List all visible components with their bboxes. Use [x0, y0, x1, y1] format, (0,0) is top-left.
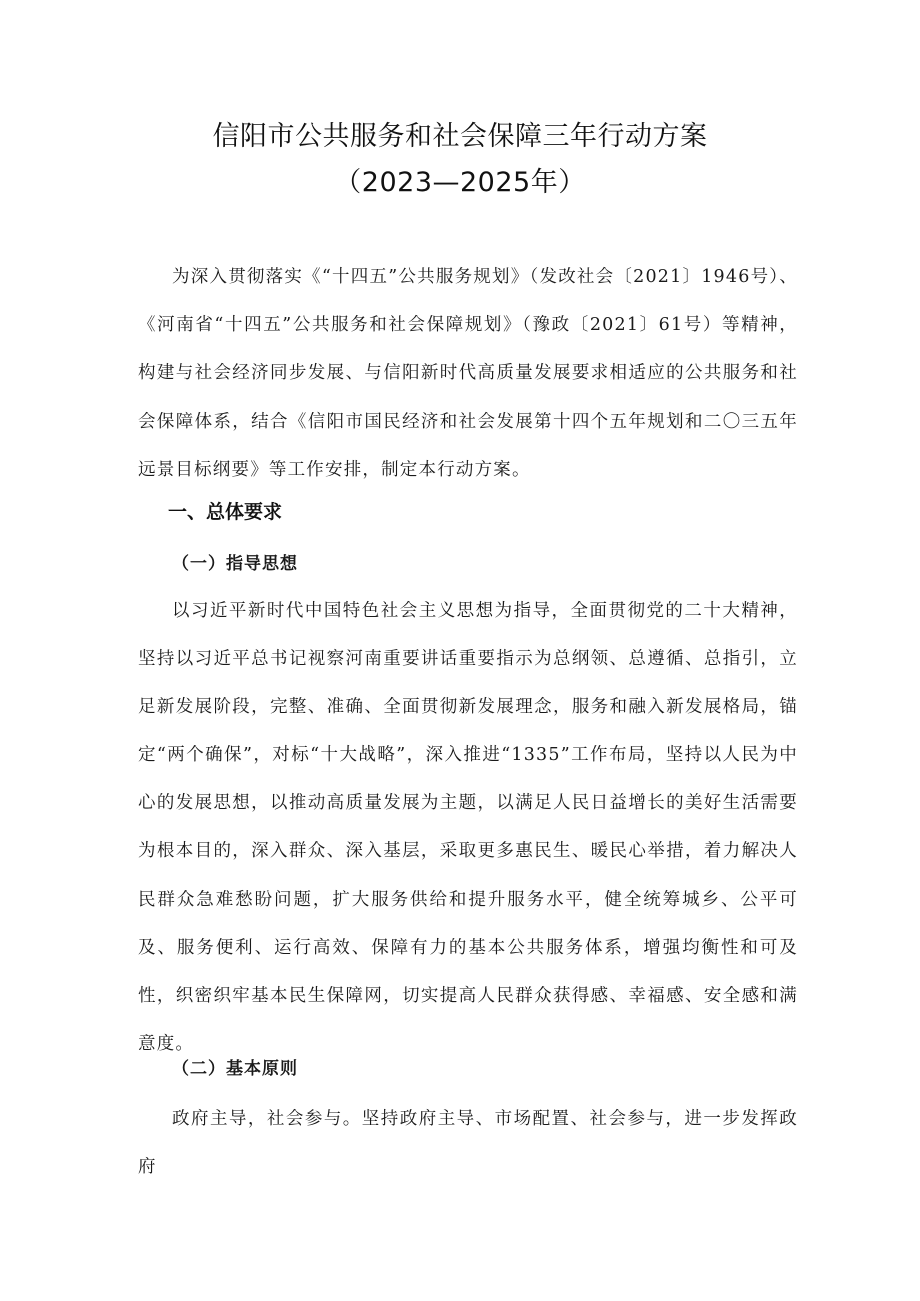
subsection-heading-guiding-ideology: （一）指导思想: [172, 554, 298, 574]
basic-principles-paragraph: 政府主导，社会参与。坚持政府主导、市场配置、社会参与，进一步发挥政府: [138, 1109, 798, 1178]
subsection-heading-basic-principles: （二）基本原则: [172, 1059, 298, 1079]
document-title: 信阳市公共服务和社会保障三年行动方案: [212, 121, 708, 152]
section-heading-general-requirements: 一、总体要求: [168, 501, 283, 523]
intro-paragraph: 为深入贯彻落实《“十四五”公共服务规划》（发改社会〔2021〕1946号）、《河南省“十四五”公共服务和社会保障规划》（豫政〔2021〕61号）等精神，构建与社会经济同步发展、与信阳新时代高质量发展要求相适应的公共服务和社会保障体系，结合《信阳市国民经济和社会发展第十四个五年规划和二〇三五年远景目标纲要》等工作安排，制定本行动方案。: [138, 267, 798, 480]
document-subtitle-years: （2023—2025年）: [334, 167, 586, 198]
guiding-ideology-paragraph: 以习近平新时代中国特色社会主义思想为指导，全面贯彻党的二十大精神，坚持以习近平总书记视察河南重要讲话重要指示为总纲领、总遵循、总指引，立足新发展阶段，完整、准确、全面贯彻新发展理念，服务和融入新发展格局，锚定“两个确保”，对标“十大战略”，深入推进“1335”工作布局，坚持以人民为中心的发展思想，以推动高质量发展为主题，以满足人民日益增长的美好生活需要为根本目的，深入群众、深入基层，采取更多惠民生、暖民心举措，着力解决人民群众急难愁盼问题，扩大服务供给和提升服务水平，健全统筹城乡、公平可及、服务便利、运行高效、保障有力的基本公共服务体系，增强均衡性和可及性，织密织牢基本民生保障网，切实提高人民群众获得感、幸福感、安全感和满意度。: [138, 601, 798, 1054]
